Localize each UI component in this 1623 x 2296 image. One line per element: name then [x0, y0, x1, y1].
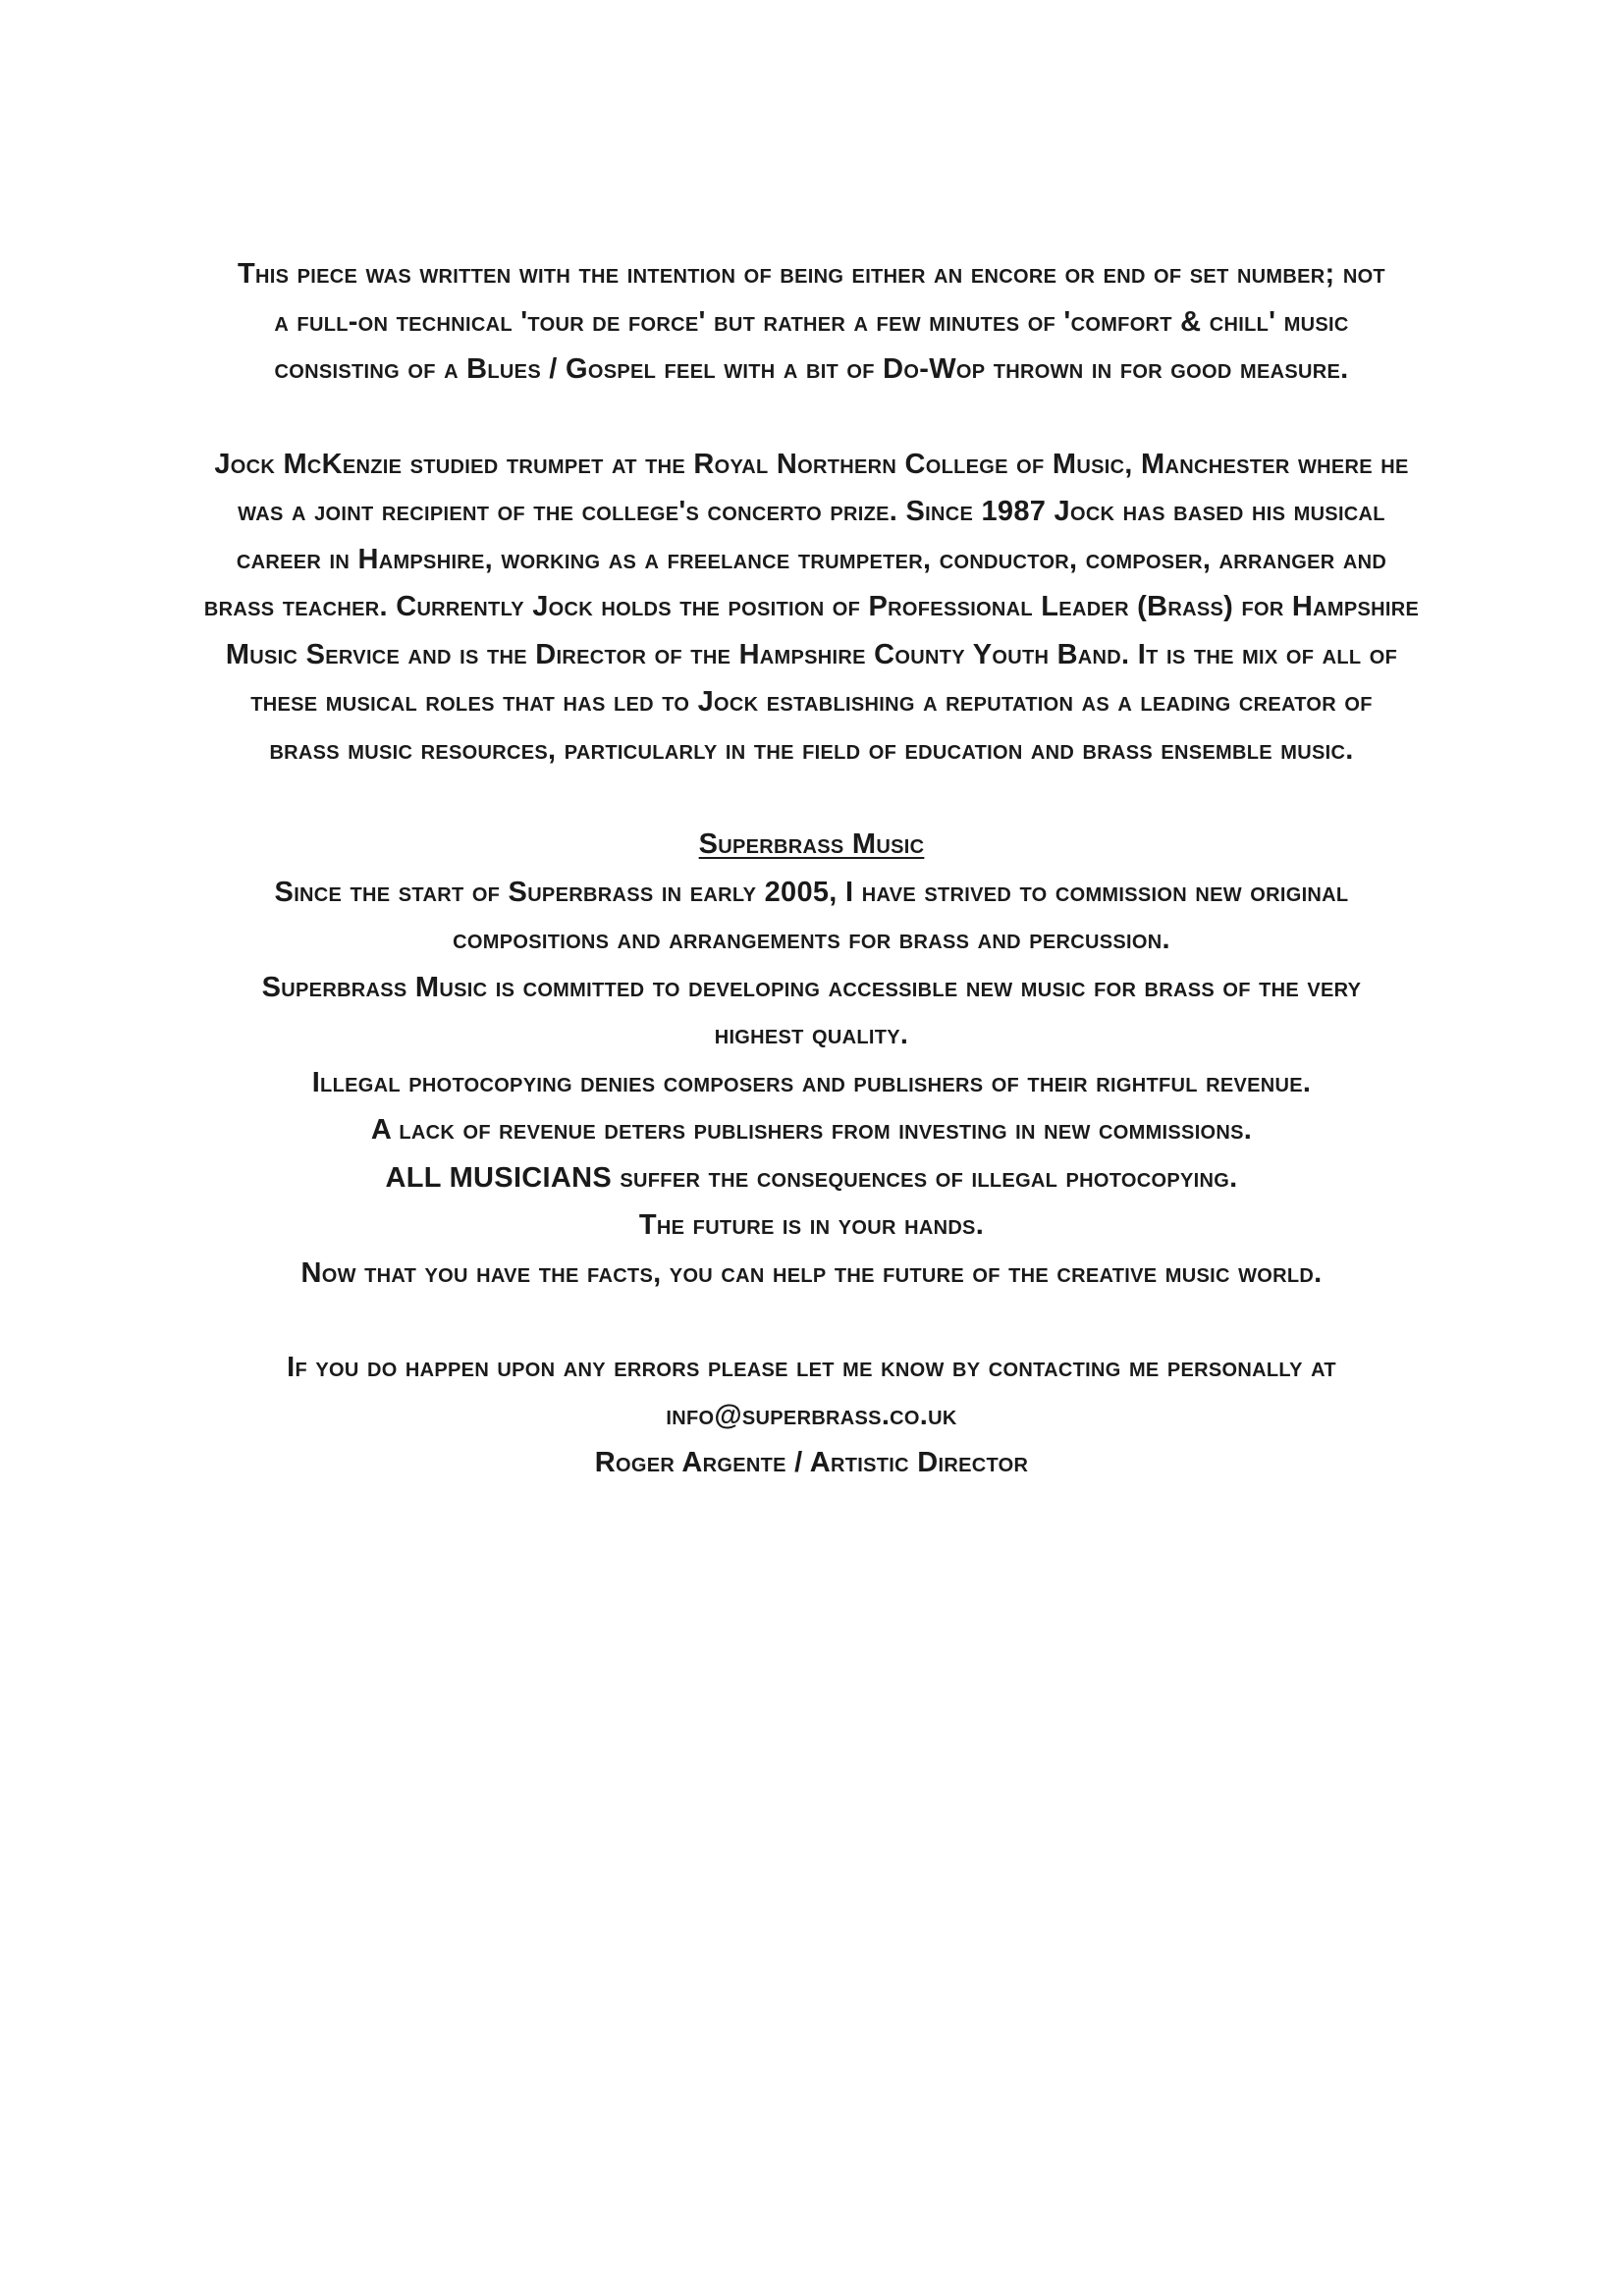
superbrass-heading: Superbrass Music — [698, 828, 925, 860]
bio-line: was a joint recipient of the college's concerto prize. Since 1987 Jock has based his musical — [238, 496, 1385, 527]
all-musicians-emphasis: ALL MUSICIANS — [385, 1161, 613, 1194]
intro-line: a full-on technical 'tour de force' but rather a few minutes of 'comfort & chill' music — [274, 305, 1349, 338]
superbrass-closing-line: The future is in your hands. — [638, 1209, 985, 1241]
musicians-line — [137, 1154, 1486, 1202]
contact-email: info@superbrass.co.uk — [666, 1399, 957, 1431]
bio-line: Music Service and is the Director of the Hampshire County Youth Band. It is the mix of all of — [225, 638, 1398, 670]
superbrass-line: Illegal photocopying denies composers and publishers of their rightful revenue. — [311, 1066, 1312, 1098]
intro-paragraph — [137, 250, 1486, 394]
paragraph-spacer — [137, 394, 1486, 441]
superbrass-line: A lack of revenue deters publishers from investing in new commissions. — [370, 1114, 1253, 1146]
bio-line: these musical roles that has led to Jock establishing a reputation as a leading creator of — [250, 686, 1373, 718]
contact-section — [137, 1344, 1486, 1487]
bio-line: Jock McKenzie studied trumpet at the Royal Northern College of Music, Manchester where he — [214, 448, 1409, 480]
signature: Roger Argente / Artistic Director — [594, 1447, 1029, 1478]
bio-line: brass teacher. Currently Jock holds the position of Professional Leader (Brass) for Hampshire — [203, 591, 1420, 622]
superbrass-line: compositions and arrangements for brass and percussion. — [453, 924, 1170, 955]
superbrass-section — [137, 821, 1486, 1297]
document-body — [137, 250, 1486, 1487]
bio-line: brass music resources, particularly in the field of education and brass ensemble music. — [269, 733, 1354, 766]
superbrass-closing-line: Now that you have the facts, you can help the future of the creative music world. — [300, 1256, 1323, 1289]
superbrass-line: Superbrass Music is committed to developing accessible new music for brass of the very — [261, 971, 1362, 1003]
bio-line: career in Hampshire, working as a freelance trumpeter, conductor, composer, arranger and — [236, 543, 1387, 575]
intro-line: This piece was written with the intention of being either an encore or end of set number; not — [238, 258, 1385, 290]
paragraph-spacer — [137, 774, 1486, 821]
musicians-line-rest: suffer the consequences of illegal photocopying. — [612, 1161, 1238, 1194]
superbrass-line: Since the start of Superbrass in early 2005, I have strived to commission new original — [274, 876, 1349, 908]
bio-paragraph — [137, 441, 1486, 774]
paragraph-spacer — [137, 1297, 1486, 1344]
contact-line: If you do happen upon any errors please let me know by contacting me personally at — [287, 1352, 1336, 1383]
intro-line: consisting of a Blues / Gospel feel with a bit of Do-Wop thrown in for good measure. — [274, 353, 1349, 385]
superbrass-line: highest quality. — [714, 1019, 909, 1050]
